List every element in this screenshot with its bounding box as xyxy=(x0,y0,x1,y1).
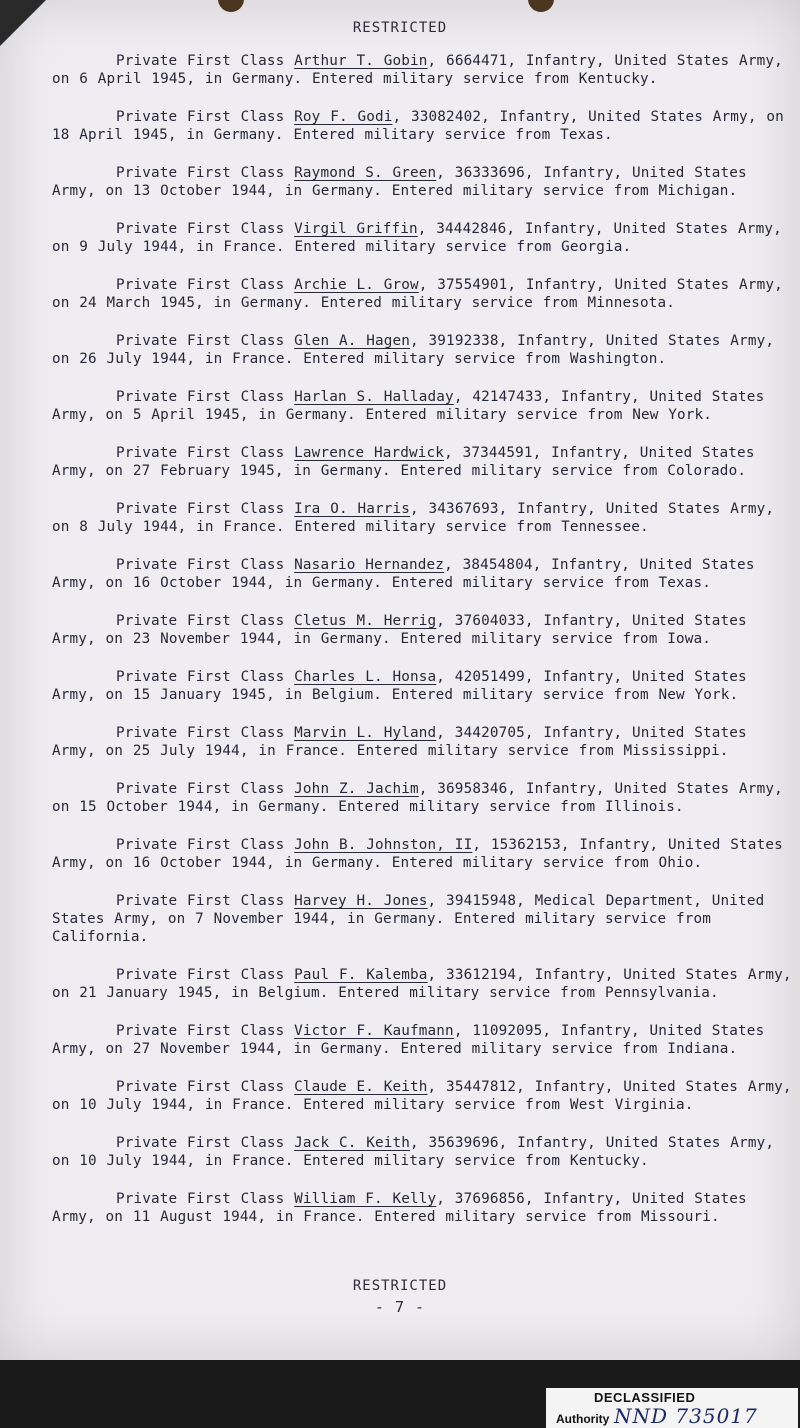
list-item xyxy=(52,1190,792,1226)
entry-name: Harlan S. Halladay xyxy=(294,389,454,405)
entry-name: Lawrence Hardwick xyxy=(294,445,445,461)
entry-name: Charles L. Honsa xyxy=(294,669,437,685)
entry-rank: Private First Class xyxy=(116,333,285,349)
list-item xyxy=(52,108,792,144)
entry-name: Virgil Griffin xyxy=(294,221,418,237)
entry-name: William F. Kelly xyxy=(294,1191,437,1207)
entry-rank: Private First Class xyxy=(116,165,285,181)
page-number: - 7 - xyxy=(374,1298,426,1316)
declassified-stamp xyxy=(546,1388,798,1428)
entry-rank: Private First Class xyxy=(116,1023,285,1039)
entry-details: , 37604033, Infantry, United States Army, on 23 November 1944, in Germany. Entered military service from Iowa. xyxy=(52,613,747,647)
entry-details: , 37696856, Infantry, United States Army, on 11 August 1944, in France. Entered military service from Missouri. xyxy=(52,1191,747,1225)
entry-rank: Private First Class xyxy=(116,53,285,69)
list-item xyxy=(52,164,792,200)
list-item xyxy=(52,724,792,760)
classification-footer: RESTRICTED xyxy=(352,1278,448,1294)
list-item xyxy=(52,500,792,536)
entry-rank: Private First Class xyxy=(116,1135,285,1151)
entry-name: Ira O. Harris xyxy=(294,501,411,517)
entry-name: Paul F. Kalemba xyxy=(294,967,428,983)
list-item xyxy=(52,52,792,88)
entry-name: Roy F. Godi xyxy=(294,109,393,125)
entry-rank: Private First Class xyxy=(116,967,285,983)
entry-details: , 33082402, Infantry, United States Army, on 18 April 1945, in Germany. Entered military service from Texas. xyxy=(52,109,784,143)
entry-name: Cletus M. Herrig xyxy=(294,613,437,629)
entry-name: Jack C. Keith xyxy=(294,1135,411,1151)
entry-rank: Private First Class xyxy=(116,1191,285,1207)
classification-header: RESTRICTED xyxy=(352,20,448,36)
entry-rank: Private First Class xyxy=(116,389,285,405)
entry-name: Archie L. Grow xyxy=(294,277,419,293)
list-item xyxy=(52,556,792,592)
stamp-authority-label: Authority xyxy=(556,1412,610,1426)
entry-rank: Private First Class xyxy=(116,501,285,517)
entry-details: , 11092095, Infantry, United States Army, on 27 November 1944, in Germany. Entered military service from Indiana. xyxy=(52,1023,765,1057)
entry-details: , 35447812, Infantry, United States Army, on 10 July 1944, in France. Entered military service from West Virginia. xyxy=(52,1079,792,1113)
entry-rank: Private First Class xyxy=(116,837,285,853)
entry-rank: Private First Class xyxy=(116,277,285,293)
list-item xyxy=(52,1022,792,1058)
entry-details: , 39192338, Infantry, United States Army, on 26 July 1944, in France. Entered military service from Washington. xyxy=(52,333,775,367)
entry-name: Arthur T. Gobin xyxy=(294,53,428,69)
casualty-list xyxy=(52,52,792,1246)
entry-rank: Private First Class xyxy=(116,221,285,237)
entry-name: Victor F. Kaufmann xyxy=(294,1023,454,1039)
list-item xyxy=(52,444,792,480)
list-item xyxy=(52,1078,792,1114)
entry-rank: Private First Class xyxy=(116,669,285,685)
list-item xyxy=(52,220,792,256)
list-item xyxy=(52,780,792,816)
stamp-authority-value: NND 735017 xyxy=(614,1404,758,1428)
entry-name: Harvey H. Jones xyxy=(294,893,428,909)
entry-rank: Private First Class xyxy=(116,893,285,909)
punch-hole-right xyxy=(528,0,554,12)
stamp-title: DECLASSIFIED xyxy=(594,1390,696,1405)
entry-details: , 42147433, Infantry, United States Army, on 5 April 1945, in Germany. Entered military service from New York. xyxy=(52,389,765,423)
entry-rank: Private First Class xyxy=(116,445,285,461)
entry-name: Glen A. Hagen xyxy=(294,333,411,349)
entry-details: , 35639696, Infantry, United States Army, on 10 July 1944, in France. Entered military service from Kentucky. xyxy=(52,1135,775,1169)
entry-details: , 34420705, Infantry, United States Army, on 25 July 1944, in France. Entered military service from Mississippi. xyxy=(52,725,747,759)
list-item xyxy=(52,276,792,312)
list-item xyxy=(52,668,792,704)
list-item xyxy=(52,1134,792,1170)
entry-details: , 6664471, Infantry, United States Army, on 6 April 1945, in Germany. Entered military service from Kentucky. xyxy=(52,53,783,87)
list-item xyxy=(52,836,792,872)
entry-rank: Private First Class xyxy=(116,725,285,741)
entry-name: Marvin L. Hyland xyxy=(294,725,437,741)
entry-rank: Private First Class xyxy=(116,613,285,629)
entry-details: , 34442846, Infantry, United States Army, on 9 July 1944, in France. Entered military service from Georgia. xyxy=(52,221,782,255)
entry-rank: Private First Class xyxy=(116,1079,285,1095)
entry-details: , 39415948, Medical Department, United States Army, on 7 November 1944, in Germany. Entered military service from California. xyxy=(52,893,765,945)
entry-details: , 42051499, Infantry, United States Army, on 15 January 1945, in Belgium. Entered military service from New York. xyxy=(52,669,747,703)
list-item xyxy=(52,892,792,946)
entry-details: , 33612194, Infantry, United States Army, on 21 January 1945, in Belgium. Entered military service from Pennsylvania. xyxy=(52,967,792,1001)
entry-details: , 36333696, Infantry, United States Army, on 13 October 1944, in Germany. Entered military service from Michigan. xyxy=(52,165,747,199)
entry-rank: Private First Class xyxy=(116,557,285,573)
list-item xyxy=(52,332,792,368)
entry-name: Claude E. Keith xyxy=(294,1079,428,1095)
entry-details: , 38454804, Infantry, United States Army, on 16 October 1944, in Germany. Entered military service from Texas. xyxy=(52,557,755,591)
entry-rank: Private First Class xyxy=(116,109,285,125)
entry-rank: Private First Class xyxy=(116,781,285,797)
list-item xyxy=(52,612,792,648)
entry-details: , 34367693, Infantry, United States Army, on 8 July 1944, in France. Entered military service from Tennessee. xyxy=(52,501,775,535)
punch-hole-left xyxy=(218,0,244,12)
list-item xyxy=(52,388,792,424)
entry-name: John Z. Jachim xyxy=(294,781,419,797)
entry-details: , 36958346, Infantry, United States Army, on 15 October 1944, in Germany. Entered military service from Illinois. xyxy=(52,781,783,815)
entry-name: Nasario Hernandez xyxy=(294,557,445,573)
entry-details: , 37554901, Infantry, United States Army, on 24 March 1945, in Germany. Entered military service from Minnesota. xyxy=(52,277,783,311)
entry-name: Raymond S. Green xyxy=(294,165,437,181)
entry-name: John B. Johnston, II xyxy=(294,837,473,853)
entry-details: , 37344591, Infantry, United States Army, on 27 February 1945, in Germany. Entered military service from Colorado. xyxy=(52,445,755,479)
entry-details: , 15362153, Infantry, United States Army, on 16 October 1944, in Germany. Entered military service from Ohio. xyxy=(52,837,783,871)
list-item xyxy=(52,966,792,1002)
